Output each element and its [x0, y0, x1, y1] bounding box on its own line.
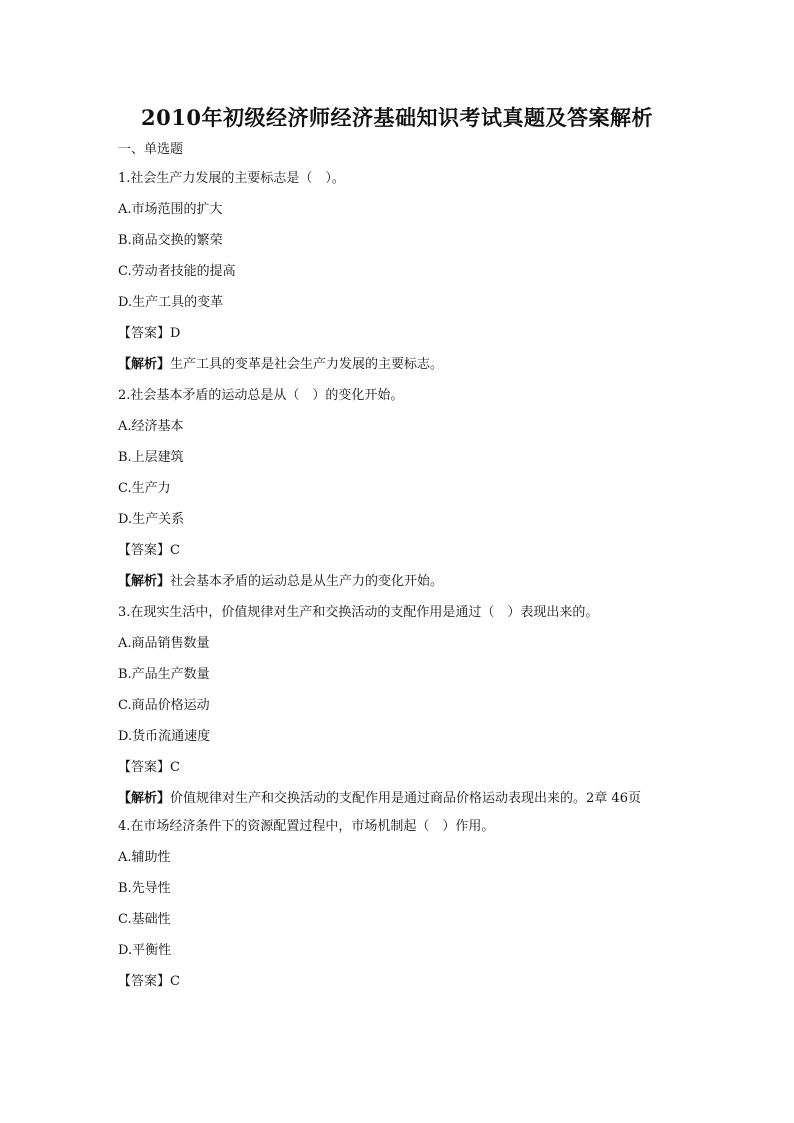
answer-value: D [170, 326, 181, 341]
question-1-option-b: B.商品交换的繁荣 [118, 233, 223, 248]
question-1-stem: 1.社会生产力发展的主要标志是（ ）。 [118, 171, 345, 186]
answer-tag: 【答案】 [118, 760, 171, 775]
document-title: 2010年初级经济师经济基础知识考试真题及答案解析 [141, 105, 653, 130]
question-2-analysis [118, 573, 678, 604]
question-4-answer [118, 973, 678, 1004]
analysis-text: 生产工具的变革是社会生产力发展的主要标志。 [170, 357, 444, 372]
question-3-analysis [118, 790, 678, 808]
question-3-option-d: D.货币流通速度 [118, 729, 211, 744]
question-2-option-b: B.上层建筑 [118, 450, 184, 465]
answer-tag: 【答案】 [118, 974, 171, 989]
question-2-answer [118, 542, 678, 573]
analysis-tag: 【解析】 [118, 574, 171, 589]
question-4-option-a: A.辅助性 [118, 850, 171, 865]
question-1-option-c: C.劳动者技能的提高 [118, 264, 236, 279]
answer-value: C [170, 760, 180, 775]
question-3-stem: 3.在现实生活中，价值规律对生产和交换活动的支配作用是通过（ ）表现出来的。 [118, 605, 599, 620]
question-3-answer [118, 759, 678, 790]
analysis-tag: 【解析】 [118, 791, 171, 806]
answer-value: C [170, 974, 180, 989]
question-1-answer [118, 325, 678, 356]
analysis-text: 社会基本矛盾的运动总是从生产力的变化开始。 [170, 574, 444, 589]
question-4-option-c: C.基础性 [118, 912, 171, 927]
section-heading: 一、单选题 [118, 142, 184, 157]
answer-tag: 【答案】 [118, 543, 171, 558]
question-1-analysis [118, 356, 678, 387]
question-2-option-c: C.生产力 [118, 481, 171, 496]
question-3-option-a: A.商品销售数量 [118, 636, 210, 651]
answer-tag: 【答案】 [118, 326, 171, 341]
question-1-option-d: D.生产工具的变革 [118, 295, 224, 310]
question-3-option-c: C.商品价格运动 [118, 698, 210, 713]
question-4-option-d: D.平衡性 [118, 943, 172, 958]
analysis-text: 价值规律对生产和交换活动的支配作用是通过商品价格运动表现出来的。2章 46页 [170, 791, 641, 806]
answer-value: C [170, 543, 180, 558]
question-4-stem: 4.在市场经济条件下的资源配置过程中，市场机制起（ ）作用。 [118, 819, 495, 834]
question-list [118, 170, 678, 1004]
question-2-option-a: A.经济基本 [118, 419, 184, 434]
analysis-tag: 【解析】 [118, 357, 171, 372]
question-3-option-b: B.产品生产数量 [118, 667, 210, 682]
question-4-option-b: B.先导性 [118, 881, 171, 896]
question-2-stem: 2.社会基本矛盾的运动总是从（ ）的变化开始。 [118, 388, 404, 403]
question-1-option-a: A.市场范围的扩大 [118, 202, 223, 217]
question-2-option-d: D.生产关系 [118, 512, 185, 527]
